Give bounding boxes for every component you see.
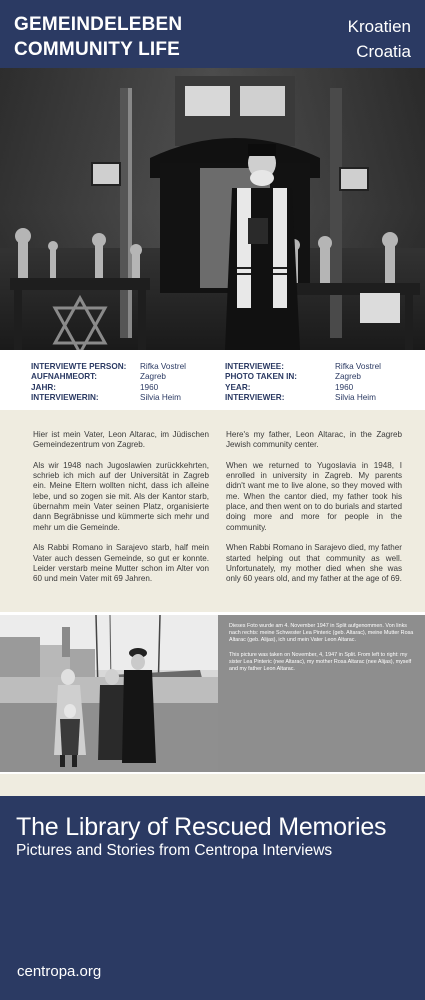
- metadata-label: AUFNAHMEORT:: [31, 372, 97, 382]
- metadata-row: [225, 383, 381, 393]
- synagogue-photo-image: [0, 68, 425, 350]
- metadata-label: PHOTO TAKEN IN:: [225, 372, 298, 382]
- metadata-value: Silvia Heim: [140, 392, 181, 402]
- caption-english: This picture was taken on November, 4, 1947 in Split. From left to right: my sister Lea Pinteric (nee Altarac), my mother Rosa Altarac (nee Alijas), myself and my father Leon Altarac.: [229, 651, 412, 673]
- story-paragraph: Hier ist mein Vater, Leon Altarac, im Jüdischen Gemeindezentrum von Zagreb.: [33, 430, 209, 450]
- story-paragraph: Als wir 1948 nach Jugoslawien zurückkehrten, schrieb ich mich auf der Universität in Zagreb ein. Meine Eltern wollten nicht, dass ich alleine lebe, und so zogen sie mit. Als der Kantor starb, übernahm mein Vater seinen Platz, organisierte dann Begräbnisse und kümmerte sich mehr und mehr um die Gemeinde.: [33, 460, 209, 532]
- metadata-value: Zagreb: [335, 372, 361, 382]
- metadata-label: INTERVIEWTE PERSON:: [31, 362, 127, 371]
- photo-strip: [0, 612, 425, 774]
- story-paragraph: When Rabbi Romano in Sarajevo died, my father started helping out that community as well. Unfortunately, my mother died when she was only 60 years old, and my father at the age of 69.: [226, 543, 402, 584]
- photo-caption: [218, 615, 425, 772]
- metadata-label: INTERVIEWER:: [225, 392, 285, 402]
- metadata-value: 1960: [140, 382, 159, 392]
- story-text: [0, 410, 425, 612]
- metadata-value: Zagreb: [140, 372, 166, 382]
- country-german: Kroatien: [347, 17, 411, 36]
- family-photo: [0, 615, 218, 772]
- metadata-row: [225, 362, 381, 372]
- metadata-label: JAHR:: [31, 382, 57, 392]
- metadata-row: [31, 393, 186, 403]
- header-banner: [0, 0, 425, 68]
- metadata-label: INTERVIEWERIN:: [31, 392, 99, 402]
- cream-divider: [0, 774, 425, 796]
- story-german: [33, 430, 209, 595]
- country-english: Croatia: [356, 42, 411, 61]
- metadata-english: [225, 362, 381, 403]
- metadata-row: [31, 383, 186, 393]
- metadata-row: [31, 372, 186, 382]
- footer-subtitle: Pictures and Stories from Centropa Interviews: [16, 842, 333, 859]
- main-photo: [0, 68, 425, 350]
- metadata-value: 1960: [335, 382, 354, 392]
- caption-german: Dieses Foto wurde am 4. November 1947 in Split aufgenommen. Von links nach rechts: meine Schwester Lea Pinteric (geb. Altarac), meine Mutter Rosa Altarac (geb. Alijas), ich und mein Vater Leon Altarac.: [229, 623, 414, 644]
- metadata-value: Rifka Vostrel: [335, 362, 381, 371]
- country-label: [348, 14, 411, 64]
- metadata-value: Silvia Heim: [335, 392, 376, 402]
- title-german: GEMEINDELEBEN: [14, 14, 183, 35]
- caption-text: [229, 623, 419, 680]
- story-paragraph: When we returned to Yugoslavia in 1948, I enrolled in university in Zagreb. My parents didn't want me to live alone, so they moved with me. When the cantor died, my father took his place, and then went on to do burials and started doing more and more for people in the community.: [226, 460, 402, 532]
- title-english: COMMUNITY LIFE: [14, 39, 181, 60]
- metadata-label: YEAR:: [225, 382, 251, 392]
- story-paragraph: Here's my father, Leon Altarac, in the Zagreb Jewish community center.: [226, 430, 402, 450]
- story-english: [226, 430, 402, 595]
- metadata-german: [31, 362, 186, 403]
- metadata-row: [225, 393, 381, 403]
- metadata-row: [31, 362, 186, 372]
- footer-url: centropa.org: [17, 963, 102, 980]
- harbour-photo-image: [0, 615, 218, 772]
- footer: [0, 796, 425, 1000]
- footer-title: The Library of Rescued Memories: [16, 813, 387, 841]
- metadata-row: [225, 372, 381, 382]
- story-paragraph: Als Rabbi Romano in Sarajevo starb, half mein Vater auch dessen Gemeinde, so gut er konnte. Leider verstarb meine Mutter schon im Alter von 60 und mein Vater mit 69 Jahren.: [33, 543, 209, 584]
- section-title: [14, 12, 182, 62]
- interview-metadata: [0, 350, 425, 410]
- metadata-value: Rifka Vostrel: [140, 362, 186, 371]
- metadata-label: INTERVIEWEE:: [225, 362, 284, 371]
